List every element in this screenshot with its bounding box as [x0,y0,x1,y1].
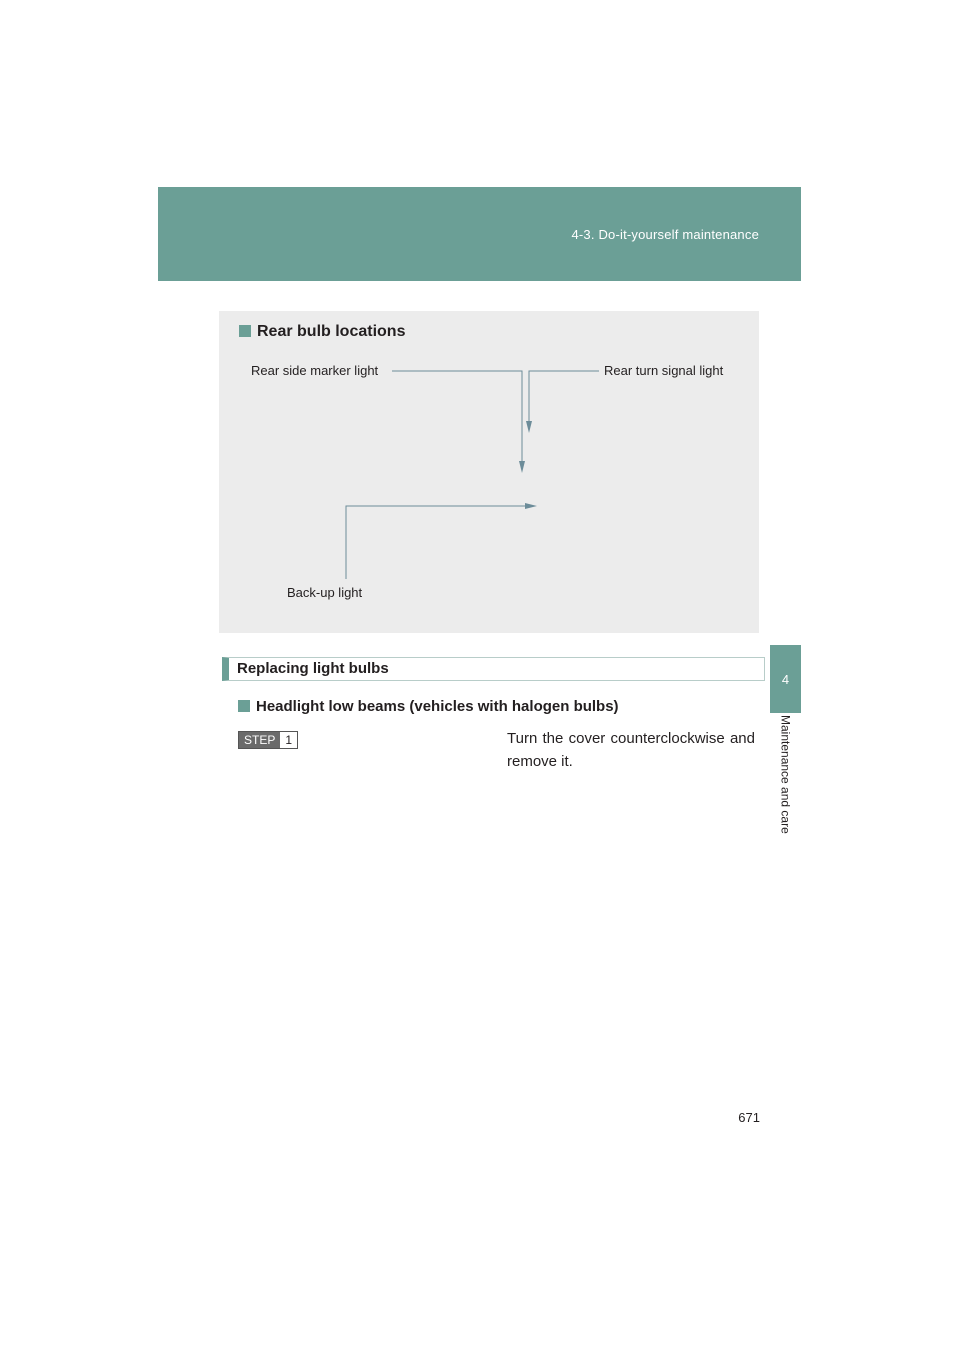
callout-rear-turn-signal: Rear turn signal light [604,363,724,378]
sub-heading-text: Headlight low beams (vehicles with halogen bulbs) [256,698,619,715]
section-heading-text: Replacing light bulbs [237,660,389,677]
chapter-tab-label [770,715,801,865]
chapter-tab-number: 4 [770,645,801,713]
arrowhead-back-up [525,503,537,509]
leader-rear-side-marker [392,371,522,471]
section-heading [222,657,765,681]
chapter-tab-label-text: Maintenance and care [778,715,793,834]
arrowhead-rear-side-marker [519,461,525,473]
callout-rear-side-marker: Rear side marker light [251,363,379,378]
step-number: 1 [280,732,297,748]
figure-title-text: Rear bulb locations [257,323,406,340]
step-label: STEP [239,732,280,748]
rear-bulb-figure [219,311,759,633]
step-instruction: Turn the cover counterclockwise and remove it. [507,730,755,770]
step-badge [238,731,298,749]
callout-back-up: Back-up light [287,585,363,600]
sub-heading [238,698,619,715]
square-bullet-icon [238,700,250,712]
leader-rear-turn-signal [529,371,599,431]
arrowhead-rear-turn-signal [526,421,532,433]
page-number: 671 [738,1110,760,1125]
header-band [158,187,801,281]
leader-back-up [346,506,534,579]
section-title: 4-3. Do-it-yourself maintenance [571,227,759,242]
